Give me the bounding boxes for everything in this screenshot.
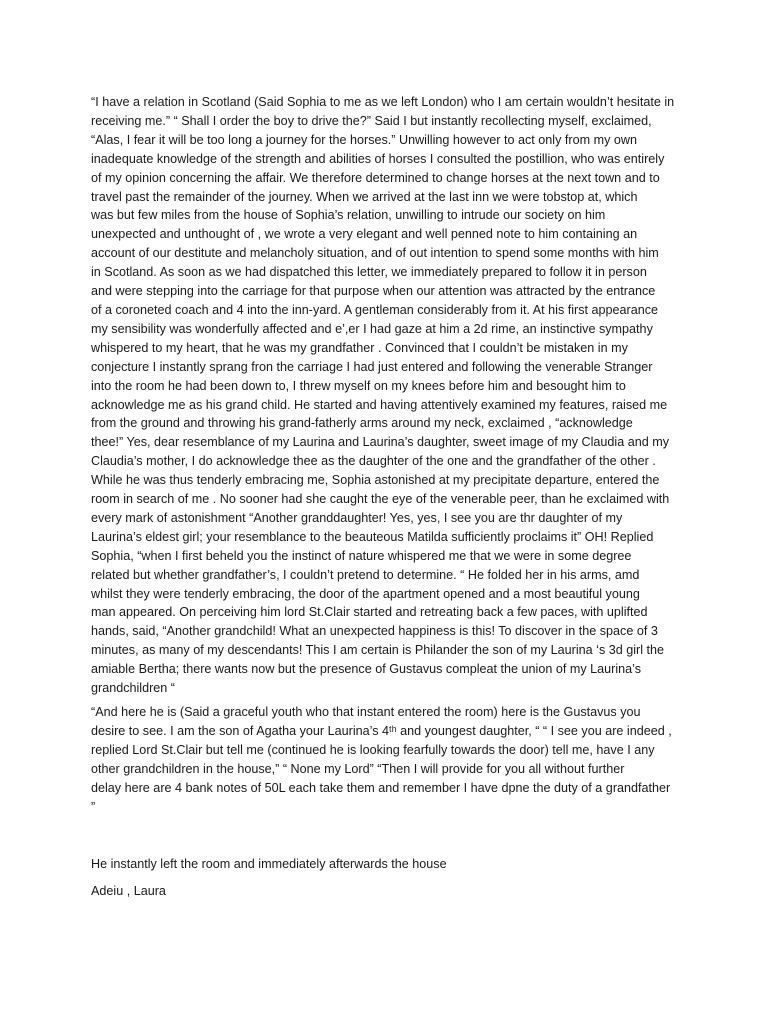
text-line: delay here are 4 bank notes of 50L each take them and remember I have dpne the duty of a grandfather	[91, 780, 671, 795]
text-line: desire to see. I am the son of Agatha your Laurina’s 4ᵗʰ and youngest daughter, “ “ I see you are indeed ,	[91, 723, 672, 738]
text-line: Claudia’s mother, I do acknowledge thee as the daughter of the one and the grandfather of the other .	[91, 454, 656, 469]
text-line: unexpected and unthought of , we wrote a very elegant and well penned note to him containing an	[91, 227, 638, 242]
text-line: man appeared. On perceiving him lord St.Clair started and retreating back a few paces, with uplifted	[91, 605, 648, 620]
text-line: grandchildren “	[91, 681, 176, 696]
text-line: whispered to my heart, that he was my grandfather . Convinced that I couldn’t be mistaken in my	[91, 340, 628, 355]
text-line: and were stepping into the carriage for that purpose when our attention was attracted by the entrance	[91, 284, 656, 299]
text-line: every mark of astonishment “Another granddaughter! Yes, yes, I see you are thr daughter of my	[91, 510, 623, 525]
text-line: of my opinion concerning the affair. We therefore determined to change horses at the next town and to	[91, 170, 660, 185]
text-line: of a coroneted coach and 4 into the inn-yard. A gentleman considerably from it. At his first appearance	[91, 302, 659, 317]
text-line: While he was thus tenderly embracing me, Sophia astonished at my precipitate departure, entered the	[91, 473, 660, 488]
text-line: Laurina’s eldest girl; your resemblance to the beauteous Matilda sufficiently proclaims it” OH! Replied	[91, 529, 654, 544]
text-line: “I have a relation in Scotland (Said Sophia to me as we left London) who I am certain wouldn’t hesitate in	[91, 95, 675, 109]
text-line: receiving me.” “ Shall I order the boy to drive the?” Said I but instantly recollecting myself, exclaimed,	[91, 113, 652, 128]
paragraph-signature	[91, 882, 681, 901]
text-line: acknowledge me as his grand child. He started and having attentively examined my features, raised me	[91, 397, 668, 412]
text-line: minutes, as many of my descendants! This I am certain is Philander the son of my Laurina ‘s 3d girl the	[91, 643, 665, 658]
paragraph-gustavus	[91, 703, 681, 816]
text-line: inadequate knowledge of the strength and abilities of horses I consulted the postillion, who was entirely	[91, 151, 665, 166]
text-line: “Alas, I fear it will be too long a journey for the horses.” Unwilling however to act only from my own	[91, 132, 637, 147]
text-line: from the ground and throwing his grand-fatherly arms around my neck, exclaimed , “acknowledge	[91, 416, 633, 431]
text-line: He instantly left the room and immediately afterwards the house	[91, 857, 447, 871]
text-line: whilst they were tenderly embracing, the door of the apartment opened and a most beautiful young	[91, 586, 640, 601]
text-line: my sensibility was wonderfully affected and e’,er I had gaze at him a 2d rime, an instinctive sympathy	[91, 321, 653, 336]
text-line: travel past the remainder of the journey. When we arrived at the last inn we were tobstop at, which	[91, 189, 638, 204]
text-line: account of our destitute and melancholy situation, and of out intention to spend some months with him	[91, 246, 659, 261]
text-line: “And here he is (Said a graceful youth who that instant entered the room) here is the Gustavus you	[91, 705, 641, 719]
text-line: in Scotland. As soon as we had dispatched this letter, we immediately prepared to follow it in person	[91, 265, 647, 280]
text-line: hands, said, “Another grandchild! What an unexpected happiness is this! To discover in the space of 3	[91, 624, 658, 639]
text-line: conjecture I instantly sprang fron the carriage I had just entered and following the venerable Stranger	[91, 359, 653, 374]
text-line: room in search of me . No sooner had she caught the eye of the venerable peer, than he exclaimed with	[91, 492, 670, 507]
text-line: thee!” Yes, dear resemblance of my Laurina and Laurina’s daughter, sweet image of my Claudia and my	[91, 435, 670, 450]
text-line: amiable Bertha; there wants now but the presence of Gustavus compleat the union of my Laurina’s	[91, 662, 642, 677]
text-line: was but few miles from the house of Sophia’s relation, unwilling to intrude our society on him	[91, 208, 606, 223]
paragraph-departure	[91, 855, 681, 874]
text-line: Adeiu , Laura	[91, 884, 166, 898]
text-line: ”	[91, 799, 96, 814]
text-line: replied Lord St.Clair but tell me (continued he is looking fearfully towards the door) tell me, have I any	[91, 742, 655, 757]
text-line: into the room he had been down to, I threw myself on my knees before him and besought him to	[91, 378, 626, 393]
text-line: related but whether grandfather’s, I couldn’t pretend to determine. “ He folded her in his arms, amd	[91, 567, 640, 582]
text-line: Sophia, “when I first beheld you the instinct of nature whispered me that we were in some degree	[91, 548, 632, 563]
text-line: other grandchildren in the house,” “ None my Lord” “Then I will provide for you all without further	[91, 761, 625, 776]
paragraph-main	[91, 93, 681, 698]
